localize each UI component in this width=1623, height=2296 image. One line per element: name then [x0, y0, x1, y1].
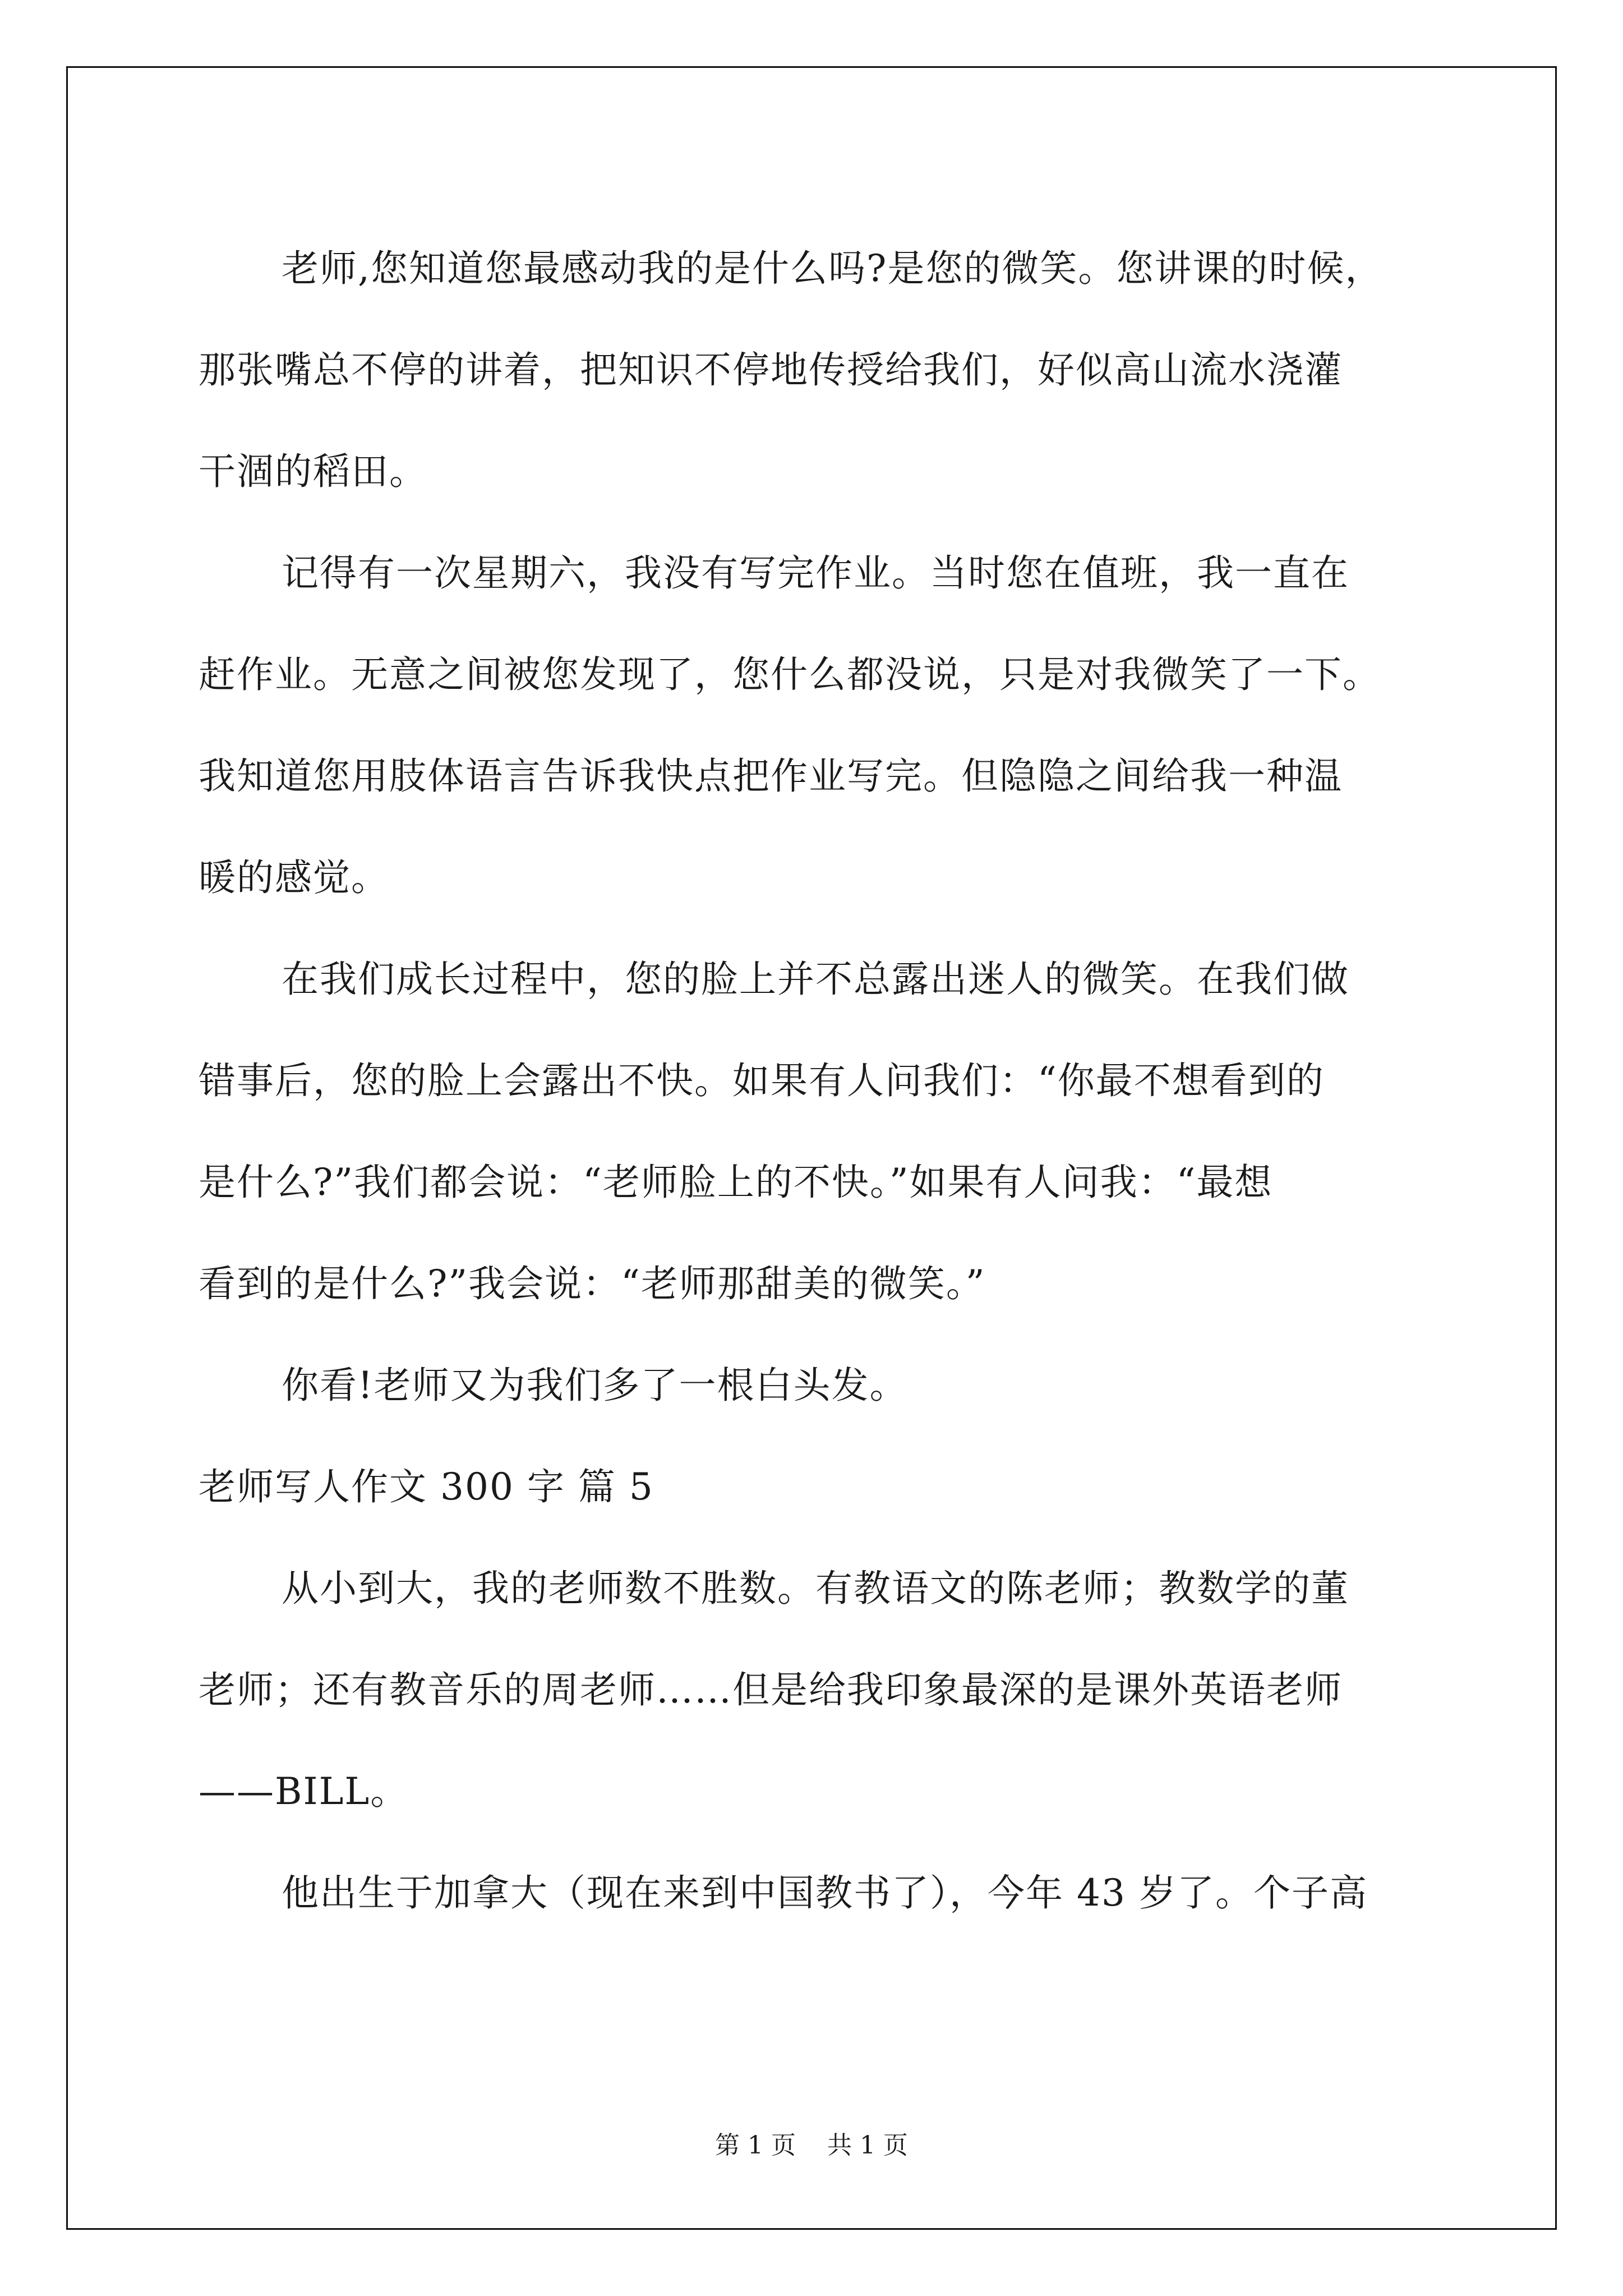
document-body — [199, 218, 1427, 1944]
paragraph-3-line-3: 是什么?”我们都会说：“老师脸上的不快。”如果有人问我：“最想 — [199, 1161, 1273, 1204]
paragraph-6-line-1: 他出生于加拿大（现在来到中国教书了），今年 43 岁了。个子高 — [282, 1871, 1368, 1915]
paragraph-5-line-2: 老师；还有教音乐的周老师……但是给我印象最深的是课外英语老师 — [199, 1668, 1343, 1711]
paragraph-2-line-3: 我知道您用肢体语言告诉我快点把作业写完。但隐隐之间给我一种温 — [199, 754, 1343, 798]
paragraph-3-line-2: 错事后，您的脸上会露出不快。如果有人问我们：“你最不想看到的 — [199, 1059, 1325, 1102]
page-footer: 第 1 页 共 1 页 — [715, 2131, 908, 2160]
paragraph-2-line-4: 暖的感觉。 — [199, 856, 389, 899]
paragraph-1-line-3: 干涸的稻田。 — [199, 450, 427, 493]
paragraph-2-line-1: 记得有一次星期六，我没有写完作业。当时您在值班，我一直在 — [282, 551, 1349, 595]
paragraph-3-line-1: 在我们成长过程中，您的脸上并不总露出迷人的微笑。在我们做 — [282, 958, 1349, 1001]
section-heading: 老师写人作文 300 字 篇 5 — [199, 1465, 654, 1508]
paragraph-4-line-1: 你看!老师又为我们多了一根白头发。 — [282, 1364, 908, 1407]
paragraph-2-line-2: 赶作业。无意之间被您发现了，您什么都没说，只是对我微笑了一下。 — [199, 653, 1381, 696]
paragraph-5-line-1: 从小到大，我的老师数不胜数。有教语文的陈老师；教数学的董 — [282, 1567, 1349, 1610]
paragraph-5-line-3: ——BILL。 — [199, 1770, 409, 1813]
paragraph-1-line-1: 老师,您知道您最感动我的是什么吗?是您的微笑。您讲课的时候， — [282, 247, 1384, 290]
paragraph-1-line-2: 那张嘴总不停的讲着，把知识不停地传授给我们，好似高山流水浇灌 — [199, 348, 1343, 392]
paragraph-3-line-4: 看到的是什么?”我会说：“老师那甜美的微笑。” — [199, 1262, 986, 1305]
